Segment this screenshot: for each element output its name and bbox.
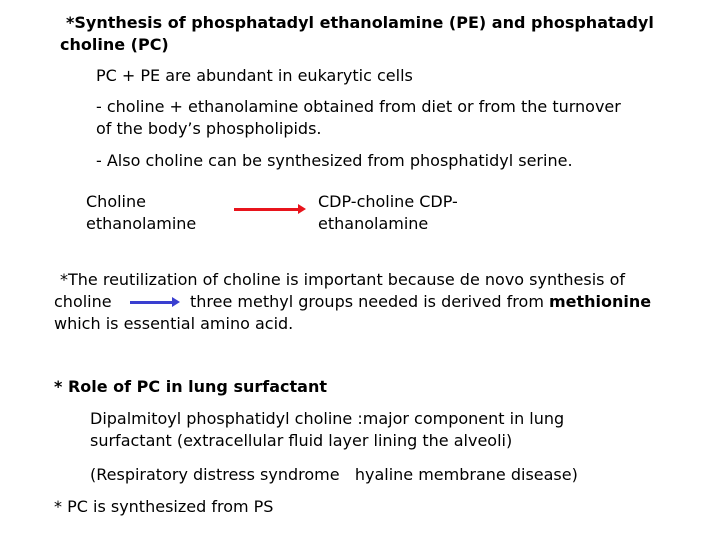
- lung-surfactant-heading: * Role of PC in lung surfactant: [54, 377, 327, 396]
- reutilization-line-2-mid: three methyl groups needed is derived from: [190, 292, 549, 311]
- reaction-left-line-1: Choline: [86, 192, 146, 211]
- choline-source-line-2: of the body’s phospholipids.: [96, 119, 322, 138]
- rds-text: (Respiratory distress syndrome hyaline membrane disease): [90, 465, 578, 484]
- title-line-1: *Synthesis of phosphatadyl ethanolamine (PE) and phosphatadyl: [66, 13, 654, 32]
- dipalmitoyl-line-1: Dipalmitoyl phosphatidyl choline :major component in lung: [90, 409, 565, 428]
- title-line-2: choline (PC): [60, 35, 169, 54]
- red-reaction-arrow-icon: [234, 208, 300, 211]
- reutilization-line-2-rest: [190, 291, 651, 313]
- dipalmitoyl-line-2: surfactant (extracellular fluid layer lining the alveoli): [90, 431, 513, 450]
- reutilization-line-2-start: choline: [54, 292, 112, 311]
- reutilization-line-1: *The reutilization of choline is important because de novo synthesis of: [60, 270, 625, 289]
- ps-note: * PC is synthesized from PS: [54, 497, 274, 516]
- choline-synthesis-text: - Also choline can be synthesized from phosphatidyl serine.: [96, 151, 573, 170]
- reutilization-line-3: which is essential amino acid.: [54, 314, 294, 333]
- pc-pe-abundant-text: PC + PE are abundant in eukarytic cells: [96, 66, 413, 85]
- choline-source-line-1: - choline + ethanolamine obtained from diet or from the turnover: [96, 97, 621, 116]
- methionine-bold: methionine: [548, 292, 652, 311]
- reaction-right-line-2: ethanolamine: [318, 214, 429, 233]
- reaction-right-line-1: CDP-choline CDP-: [318, 192, 458, 211]
- reaction-left-line-2: ethanolamine: [86, 214, 197, 233]
- blue-arrow-icon: [130, 301, 174, 304]
